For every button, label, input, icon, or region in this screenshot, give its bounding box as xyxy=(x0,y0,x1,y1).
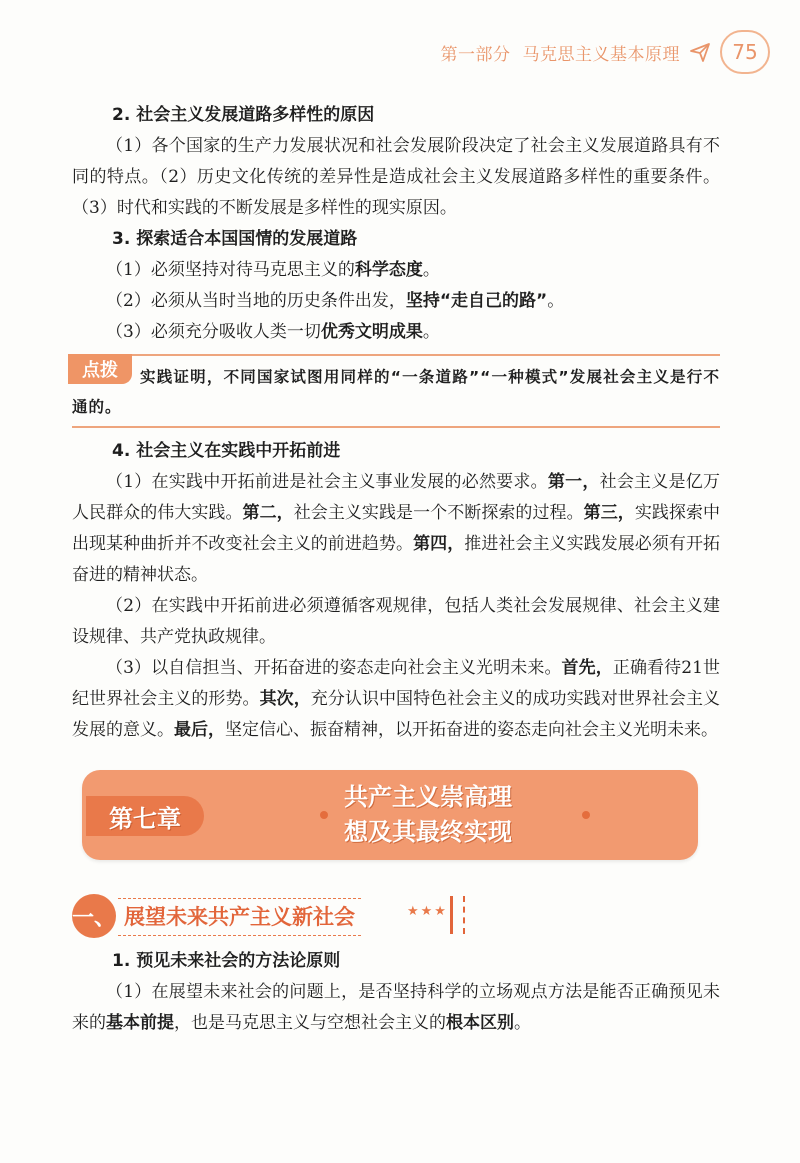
section-heading xyxy=(72,892,472,938)
list-item: （2）必须从当时当地的历史条件出发，坚持“走自己的路”。 xyxy=(106,291,565,311)
main-content xyxy=(72,100,720,746)
chapter-banner xyxy=(82,770,698,860)
paragraph-sub1: （1）在展望未来社会的问题上，是否坚持科学的立场观点方法是能否正确预见未来的基本前提，也是马克思主义与空想社会主义的根本区别。 xyxy=(72,982,720,1033)
chapter-title: 共产主义崇高理 想及其最终实现 xyxy=(344,783,512,846)
heading-s2: 2. 社会主义发展道路多样性的原因 xyxy=(112,105,375,125)
page-number: 75 xyxy=(720,30,770,74)
section-title: 展望未来共产主义新社会 xyxy=(118,898,361,936)
tip-text: 实践证明，不同国家试图用同样的“一条道路”“一种模式”发展社会主义是行不通的。 xyxy=(72,368,720,416)
paper-plane-icon xyxy=(688,40,712,64)
paragraph-s4-1: （1）在实践中开拓前进是社会主义事业发展的必然要求。第一，社会主义是亿万人民群众的伟大实践。第二，社会主义实践是一个不断探索的过程。第三，实践探索中出现某种曲折并不改变社会主义的前进趋势。第四，推进社会主义实践发展必须有开拓奋进的精神状态。 xyxy=(72,472,721,585)
paragraph-s4-2: （2）在实践中开拓前进必须遵循客观规律，包括人类社会发展规律、社会主义建设规律、共产党执政规律。 xyxy=(72,596,720,647)
heading-s4: 4. 社会主义在实践中开拓前进 xyxy=(112,441,341,461)
banner-dot-icon xyxy=(320,811,328,819)
heading-s3: 3. 探索适合本国国情的发展道路 xyxy=(112,229,358,249)
section-number: 一、 xyxy=(72,894,116,938)
section-marker xyxy=(450,896,465,934)
paragraph-s4-3: （3）以自信担当、开拓奋进的姿态走向社会主义光明未来。首先，正确看待21世纪世界社会主义的形势。其次，充分认识中国特色社会主义的成功实践对世界社会主义发展的意义。最后，坚定信心、振奋精神，以开拓奋进的姿态走向社会主义光明未来。 xyxy=(72,658,721,740)
header-title: 马克思主义基本原理 xyxy=(522,44,680,65)
tip-box xyxy=(72,354,720,428)
paragraph-s2: （1）各个国家的生产力发展状况和社会发展阶段决定了社会主义发展道路具有不同的特点。（2）历史文化传统的差异性是造成社会主义发展道路多样性的重要条件。（3）时代和实践的不断发展是多样性的现实原因。 xyxy=(72,136,720,218)
stars-icon: ★★★ xyxy=(407,904,448,919)
running-header xyxy=(429,30,771,74)
heading-sub1: 1. 预见未来社会的方法论原则 xyxy=(112,951,341,971)
tip-badge: 点拨 xyxy=(68,354,132,384)
section-content xyxy=(72,946,720,1039)
list-item: （1）必须坚持对待马克思主义的科学态度。 xyxy=(106,260,440,280)
header-part: 第一部分 xyxy=(440,44,511,65)
list-item: （3）必须充分吸收人类一切优秀文明成果。 xyxy=(106,322,440,342)
header-text xyxy=(429,40,681,65)
banner-dot-icon xyxy=(582,811,590,819)
chapter-tag: 第七章 xyxy=(86,796,204,836)
